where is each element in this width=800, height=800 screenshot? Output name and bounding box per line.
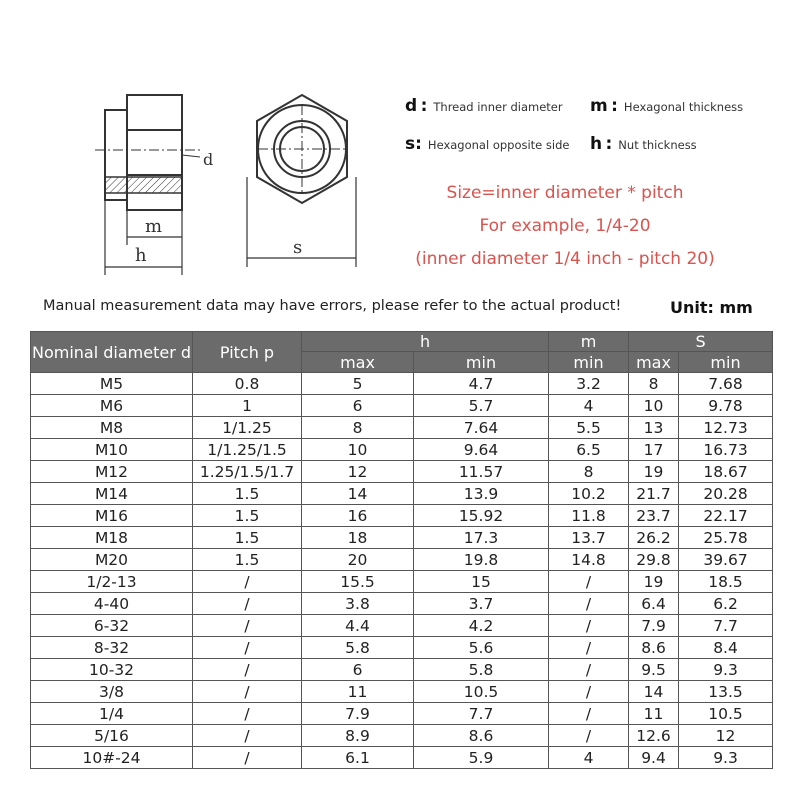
table-cell: 6 (302, 395, 414, 417)
table-cell: 15 (414, 571, 549, 593)
table-cell: / (549, 615, 629, 637)
table-cell: 12 (302, 461, 414, 483)
table-cell: 20.28 (679, 483, 773, 505)
table-cell: 15.92 (414, 505, 549, 527)
table-cell: 21.7 (629, 483, 679, 505)
table-cell: / (193, 703, 302, 725)
table-cell: 17 (629, 439, 679, 461)
table-cell: 4.4 (302, 615, 414, 637)
table-cell: 9.4 (629, 747, 679, 769)
label-m: m (145, 216, 163, 237)
header-m-min: min (549, 352, 629, 373)
table-cell: 25.78 (679, 527, 773, 549)
table-cell: 8.9 (302, 725, 414, 747)
table-row (31, 395, 773, 417)
table-cell: 5.7 (414, 395, 549, 417)
table-cell: 8.6 (414, 725, 549, 747)
table-cell: 4.7 (414, 373, 549, 395)
table-cell: 20 (302, 549, 414, 571)
header-s: S (629, 332, 773, 352)
table-cell: M5 (31, 373, 193, 395)
table-cell: 23.7 (629, 505, 679, 527)
table-cell: / (549, 725, 629, 747)
table-cell: 5 (302, 373, 414, 395)
table-cell: 6.4 (629, 593, 679, 615)
table-cell: / (193, 747, 302, 769)
table-cell: 11 (302, 681, 414, 703)
table-row (31, 373, 773, 395)
unit-label: Unit: mm (670, 298, 753, 317)
legend-text: Thread inner diameter (433, 100, 563, 114)
legend-s (405, 134, 569, 154)
table-cell: 4 (549, 747, 629, 769)
table-cell: 10 (302, 439, 414, 461)
table-cell: 9.3 (679, 747, 773, 769)
table-cell: / (193, 571, 302, 593)
table-cell: / (193, 615, 302, 637)
table-cell: 3.8 (302, 593, 414, 615)
legend-key: d : (405, 96, 428, 116)
table-cell: 7.9 (629, 615, 679, 637)
table-cell: 11.8 (549, 505, 629, 527)
table-cell: 1.25/1.5/1.7 (193, 461, 302, 483)
table-cell: 1.5 (193, 483, 302, 505)
table-cell: 4-40 (31, 593, 193, 615)
table-cell: 29.8 (629, 549, 679, 571)
table-cell: / (193, 593, 302, 615)
table-cell: 13.9 (414, 483, 549, 505)
legend-text: Hexagonal thickness (623, 100, 744, 114)
nut-technical-drawing (90, 85, 370, 280)
table-cell: 13 (629, 417, 679, 439)
table-cell: 7.68 (679, 373, 773, 395)
table-cell: 1/1.25/1.5 (193, 439, 302, 461)
nut-front-view (257, 95, 347, 203)
nut-side-view (95, 95, 200, 210)
table-row (31, 439, 773, 461)
table-row (31, 659, 773, 681)
header-h: h (302, 332, 549, 352)
spec-table (30, 331, 773, 769)
table-row (31, 417, 773, 439)
table-cell: 4 (549, 395, 629, 417)
table-cell: 0.8 (193, 373, 302, 395)
table-cell: 12.73 (679, 417, 773, 439)
table-cell: 6 (302, 659, 414, 681)
table-cell: 39.67 (679, 549, 773, 571)
table-cell: 17.3 (414, 527, 549, 549)
legend-key: h : (590, 134, 613, 154)
table-cell: / (193, 637, 302, 659)
table-row (31, 747, 773, 769)
table-cell: 6.2 (679, 593, 773, 615)
table-cell: 5.9 (414, 747, 549, 769)
table-cell: / (549, 659, 629, 681)
table-cell: 14 (302, 483, 414, 505)
table-cell: 5.8 (414, 659, 549, 681)
table-cell: 10-32 (31, 659, 193, 681)
table-cell: 16.73 (679, 439, 773, 461)
table-cell: 9.78 (679, 395, 773, 417)
label-s: s (293, 237, 303, 258)
table-row (31, 681, 773, 703)
table-row (31, 483, 773, 505)
table-cell: 13.7 (549, 527, 629, 549)
table-cell: 3.2 (549, 373, 629, 395)
table-cell: / (193, 659, 302, 681)
header-h-max: max (302, 352, 414, 373)
table-cell: 10.2 (549, 483, 629, 505)
size-note-line1: Size=inner diameter * pitch (446, 183, 684, 203)
table-cell: 11 (629, 703, 679, 725)
table-cell: 13.5 (679, 681, 773, 703)
table-cell: 1/2-13 (31, 571, 193, 593)
table-row (31, 571, 773, 593)
table-cell: 19.8 (414, 549, 549, 571)
header-pitch: Pitch p (193, 332, 302, 373)
table-cell: / (549, 681, 629, 703)
legend-h (590, 134, 697, 154)
table-cell: 8 (302, 417, 414, 439)
table-cell: M8 (31, 417, 193, 439)
table-cell: 7.9 (302, 703, 414, 725)
table-cell: 4.2 (414, 615, 549, 637)
table-cell: 8.6 (629, 637, 679, 659)
measurement-note: Manual measurement data may have errors, please refer to the actual product! (43, 298, 622, 314)
table-cell: 19 (629, 461, 679, 483)
table-cell: 1/1.25 (193, 417, 302, 439)
table-cell: 11.57 (414, 461, 549, 483)
table-cell: 15.5 (302, 571, 414, 593)
table-cell: 1/4 (31, 703, 193, 725)
table-cell: 6-32 (31, 615, 193, 637)
table-cell: / (193, 725, 302, 747)
table-cell: 3.7 (414, 593, 549, 615)
table-cell: 19 (629, 571, 679, 593)
table-row (31, 725, 773, 747)
table-cell: 14.8 (549, 549, 629, 571)
label-h: h (135, 245, 147, 266)
table-cell: 16 (302, 505, 414, 527)
table-cell: 5.6 (414, 637, 549, 659)
table-cell: M6 (31, 395, 193, 417)
table-cell: M10 (31, 439, 193, 461)
legend-key: s: (405, 134, 422, 154)
table-cell: 22.17 (679, 505, 773, 527)
table-cell: 10.5 (679, 703, 773, 725)
size-note-line2: For example, 1/4-20 (479, 216, 651, 236)
table-cell: / (549, 571, 629, 593)
table-cell: 9.5 (629, 659, 679, 681)
header-m: m (549, 332, 629, 352)
table-cell: 5.5 (549, 417, 629, 439)
table-cell: 6.5 (549, 439, 629, 461)
table-cell: 18.5 (679, 571, 773, 593)
table-cell: 7.7 (414, 703, 549, 725)
table-cell: 18.67 (679, 461, 773, 483)
size-note-line3: (inner diameter 1/4 inch - pitch 20) (415, 249, 715, 269)
table-cell: 7.7 (679, 615, 773, 637)
table-row (31, 527, 773, 549)
table-cell: 5/16 (31, 725, 193, 747)
table-cell: 18 (302, 527, 414, 549)
table-cell: 1.5 (193, 505, 302, 527)
table-row (31, 549, 773, 571)
table-cell: 8-32 (31, 637, 193, 659)
table-cell: 1 (193, 395, 302, 417)
header-h-min: min (414, 352, 549, 373)
table-row (31, 615, 773, 637)
legend-key: m : (590, 96, 618, 116)
table-cell: / (549, 637, 629, 659)
table-cell: 10 (629, 395, 679, 417)
table-cell: M14 (31, 483, 193, 505)
table-row (31, 461, 773, 483)
table-cell: 3/8 (31, 681, 193, 703)
table-cell: / (193, 681, 302, 703)
table-row (31, 593, 773, 615)
table-cell: 12.6 (629, 725, 679, 747)
spec-table-body (31, 373, 773, 769)
legend-text: Nut thickness (618, 138, 697, 152)
table-cell: 1.5 (193, 527, 302, 549)
table-cell: 9.64 (414, 439, 549, 461)
table-cell: M16 (31, 505, 193, 527)
table-cell: 10.5 (414, 681, 549, 703)
table-row (31, 703, 773, 725)
header-s-max: max (629, 352, 679, 373)
table-cell: 14 (629, 681, 679, 703)
table-cell: 8 (549, 461, 629, 483)
table-cell: M18 (31, 527, 193, 549)
table-cell: 10#-24 (31, 747, 193, 769)
table-row (31, 505, 773, 527)
table-cell: 8.4 (679, 637, 773, 659)
table-cell: 12 (679, 725, 773, 747)
table-cell: / (549, 703, 629, 725)
header-nominal: Nominal diameter d (31, 332, 193, 373)
legend-m (590, 96, 743, 116)
table-cell: 7.64 (414, 417, 549, 439)
header-s-min: min (679, 352, 773, 373)
table-cell: 9.3 (679, 659, 773, 681)
table-cell: / (549, 593, 629, 615)
table-cell: M12 (31, 461, 193, 483)
table-cell: 5.8 (302, 637, 414, 659)
table-cell: 1.5 (193, 549, 302, 571)
legend-d (405, 96, 563, 116)
legend-text: Hexagonal opposite side (427, 138, 570, 152)
table-cell: 6.1 (302, 747, 414, 769)
table-cell: 26.2 (629, 527, 679, 549)
label-d: d (203, 150, 214, 169)
table-cell: M20 (31, 549, 193, 571)
table-row (31, 637, 773, 659)
table-cell: 8 (629, 373, 679, 395)
